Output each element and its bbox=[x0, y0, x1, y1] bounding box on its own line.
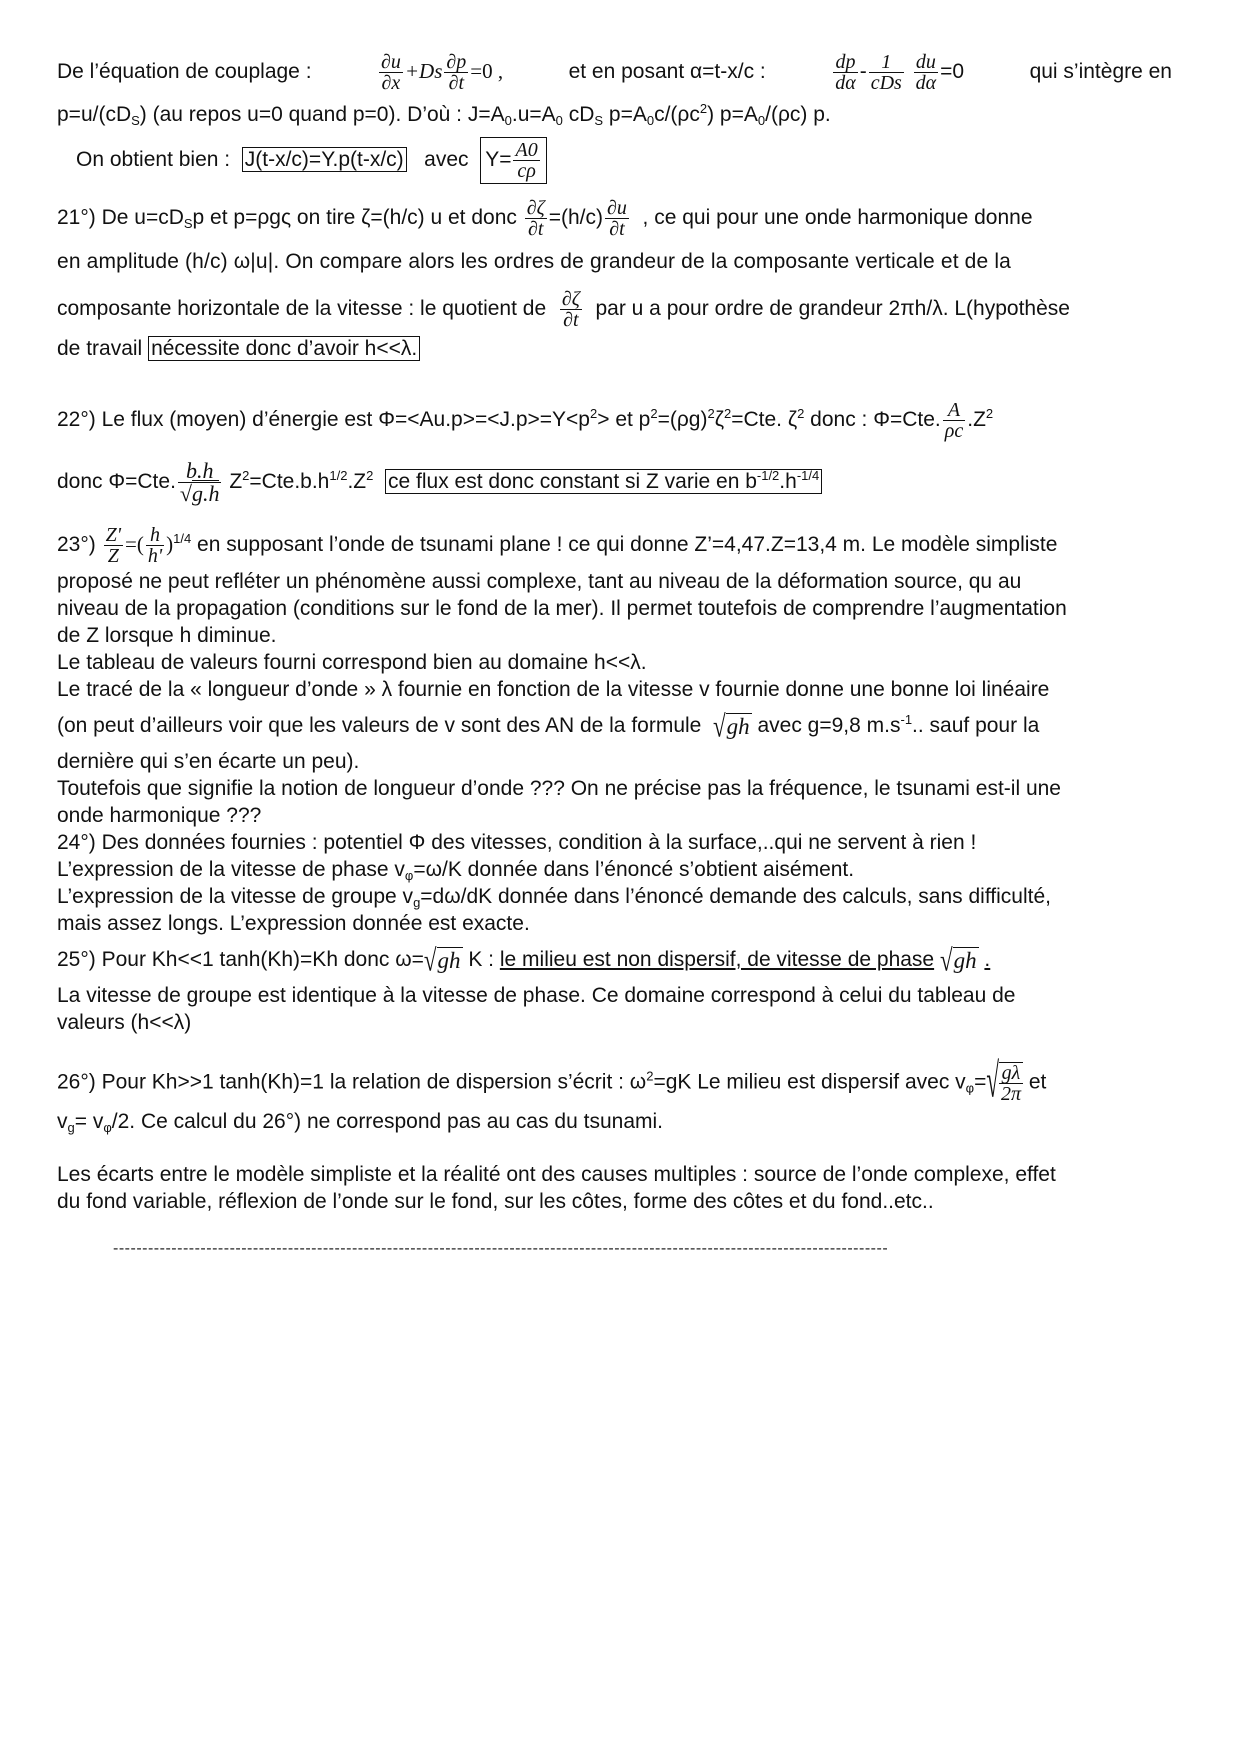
denominator: ∂x bbox=[381, 72, 401, 94]
numerator: ∂u bbox=[606, 197, 627, 219]
denominator: h' bbox=[147, 545, 163, 567]
fraction-du-dt bbox=[605, 198, 629, 239]
text: avec g=9,8 m.s bbox=[751, 714, 901, 737]
q22-line-1 bbox=[57, 400, 1172, 441]
text: Y= bbox=[485, 148, 512, 172]
denominator: ∂t bbox=[448, 72, 465, 94]
numerator: A0 bbox=[515, 139, 538, 161]
text: Le tracé de la « longueur d’onde » λ fournie en fonction de la vitesse v fournie donne une bonne loi linéaire bbox=[57, 678, 1050, 701]
text: proposé ne peut refléter un phénomène aussi complexe, tant au niveau de la déformation source, qu au bbox=[57, 570, 1022, 593]
text: dernière qui s’en écarte un peu). bbox=[57, 750, 360, 773]
text: =Cte.b.h bbox=[249, 470, 330, 494]
text: avec bbox=[424, 148, 469, 172]
q24-line-3 bbox=[57, 883, 1172, 910]
numerator: h bbox=[146, 525, 164, 546]
text: du fond variable, réflexion de l’onde sur le fond, sur les côtes, forme des côtes et du fond..etc.. bbox=[57, 1190, 934, 1213]
numerator: ∂u bbox=[380, 51, 401, 73]
text: 26°) Pour Kh>>1 tanh(Kh)=1 la relation de dispersion s’écrit : ω bbox=[57, 1070, 647, 1094]
superscript: -1/4 bbox=[796, 468, 820, 484]
sqrt-gh bbox=[423, 943, 463, 978]
text: v bbox=[57, 1110, 68, 1133]
q21-line-1 bbox=[57, 198, 1172, 239]
numerator: ∂ζ bbox=[561, 288, 580, 310]
fraction-du-da bbox=[914, 52, 939, 93]
text: > et p bbox=[597, 408, 651, 432]
radicand: gh bbox=[726, 713, 750, 739]
superscript: 1/4 bbox=[173, 531, 192, 547]
boxed-admittance bbox=[480, 137, 547, 184]
q23-line-6 bbox=[57, 676, 1172, 703]
subscript: 0 bbox=[504, 113, 512, 128]
text: , ce qui pour une onde harmonique donne bbox=[642, 206, 1033, 230]
q21-line-2 bbox=[57, 248, 1172, 275]
denominator: ρc bbox=[944, 420, 964, 442]
superscript: 2 bbox=[650, 406, 658, 422]
denominator: 2π bbox=[1001, 1083, 1022, 1105]
underlined-conclusion: le milieu est non dispersif, de vitesse de phase bbox=[499, 948, 935, 971]
q23-line-7 bbox=[57, 709, 1172, 744]
sqrt-glambda-2pi bbox=[986, 1054, 1023, 1108]
fraction-dp-dt bbox=[444, 52, 468, 93]
radical-sign: √ bbox=[939, 943, 953, 978]
text: ) p=A bbox=[707, 103, 758, 126]
superscript: -1/2 bbox=[756, 468, 780, 484]
superscript: -1 bbox=[900, 712, 913, 727]
text: ) bbox=[166, 532, 174, 557]
q21-line-3 bbox=[57, 289, 1172, 330]
fraction-1-cds bbox=[869, 52, 904, 93]
text: =dω/dK donnée dans l’énoncé demande des calculs, sans difficulté, bbox=[420, 885, 1051, 908]
text: p=A bbox=[603, 103, 647, 126]
boxed-flux-conclusion bbox=[385, 469, 822, 494]
subscript: 0 bbox=[646, 113, 655, 128]
text: Le tableau de valeurs fourni correspond bien au domaine h<<λ. bbox=[57, 651, 647, 674]
superscript: 2 bbox=[723, 406, 732, 422]
radicand: gh bbox=[953, 947, 977, 973]
subscript: 0 bbox=[757, 113, 766, 128]
fraction-du-dx bbox=[379, 52, 403, 93]
text: 25°) Pour Kh<<1 tanh(Kh)=Kh donc ω= bbox=[57, 948, 424, 971]
subscript: S bbox=[594, 113, 604, 128]
text: =gK Le milieu est dispersif avec v bbox=[653, 1070, 966, 1094]
q23-line-8 bbox=[57, 748, 1172, 775]
conclusion-line-1 bbox=[57, 1161, 1172, 1188]
text: et bbox=[1028, 1070, 1047, 1094]
text: =( bbox=[125, 532, 144, 557]
subscript: S bbox=[131, 113, 140, 128]
numerator: ∂ζ bbox=[526, 197, 545, 219]
fraction-bh-sqrt-gh bbox=[178, 460, 222, 505]
text: L’expression de la vitesse de groupe v bbox=[57, 885, 414, 908]
q23-line-9 bbox=[57, 775, 1172, 802]
numerator: gλ bbox=[999, 1063, 1023, 1084]
text: = v bbox=[74, 1110, 104, 1133]
superscript: 2 bbox=[242, 468, 250, 484]
text: onde harmonique ??? bbox=[57, 804, 262, 827]
text: p=u/(cD bbox=[57, 103, 132, 126]
text: .u=A bbox=[511, 103, 556, 126]
text: (on peut d’ailleurs voir que les valeurs de v sont des AN de la formule bbox=[57, 714, 702, 737]
subscript: g bbox=[413, 895, 421, 910]
text: On obtient bien : bbox=[76, 148, 231, 172]
fraction-a0-crho bbox=[513, 140, 539, 181]
text: par u a pour ordre de grandeur 2πh/λ. L(hypothèse bbox=[595, 297, 1070, 321]
text: =(h/c) bbox=[548, 206, 603, 230]
fraction-a-rhoc bbox=[943, 400, 965, 441]
text: qui s’intègre en bbox=[1029, 60, 1172, 84]
numerator: du bbox=[914, 52, 939, 73]
text: K : bbox=[462, 948, 495, 971]
text: .Z bbox=[347, 470, 367, 494]
text: 22°) Le flux (moyen) d’énergie est Φ=<Au.p>=<J.p>=Y<p bbox=[57, 408, 590, 432]
superscript: 1/2 bbox=[329, 468, 348, 484]
text: Les écarts entre le modèle simpliste et la réalité ont des causes multiples : source de l’onde complexe, effet bbox=[57, 1163, 1056, 1186]
text: donc : Φ=Cte. bbox=[804, 408, 941, 432]
coupling-line-2 bbox=[57, 101, 1172, 128]
text: 24°) Des données fournies : potentiel Φ des vitesses, condition à la surface,..qui ne servent à rien ! bbox=[57, 831, 977, 854]
text: .Z bbox=[967, 408, 986, 432]
q23-line-10 bbox=[57, 802, 1172, 829]
denominator: dα bbox=[835, 72, 856, 94]
text: .. sauf pour la bbox=[912, 714, 1040, 737]
q26-line-1 bbox=[57, 1054, 1172, 1108]
radical-sign: √ bbox=[423, 943, 437, 978]
denominator: Z bbox=[107, 545, 119, 567]
fraction-h-hprime bbox=[146, 525, 164, 566]
text: de travail bbox=[57, 337, 143, 360]
conclusion-line-2 bbox=[57, 1188, 1172, 1215]
denominator: cρ bbox=[517, 160, 536, 182]
sqrt-gh bbox=[713, 709, 752, 744]
text: composante horizontale de la vitesse : le quotient de bbox=[57, 297, 547, 321]
term: =0 , bbox=[470, 59, 504, 84]
subscript: 0 bbox=[555, 113, 563, 128]
text: L’expression de la vitesse de phase v bbox=[57, 858, 405, 881]
boxed-conclusion: nécessite donc d’avoir h<<λ. bbox=[148, 336, 420, 361]
text: De l’équation de couplage : bbox=[57, 60, 312, 84]
numerator: ∂p bbox=[446, 51, 467, 73]
fraction-glambda-2pi bbox=[999, 1062, 1023, 1104]
term: =0 bbox=[940, 60, 965, 84]
superscript: 2 bbox=[366, 468, 374, 484]
numerator: A bbox=[943, 400, 965, 421]
q26-line-2 bbox=[57, 1108, 1172, 1135]
q23-line-5 bbox=[57, 649, 1172, 676]
text: ζ bbox=[714, 408, 724, 432]
radical-sign: √ bbox=[986, 1054, 999, 1108]
underlined-dot: . bbox=[984, 948, 991, 971]
q22-line-2 bbox=[57, 460, 1172, 505]
text: Toutefois que signifie la notion de longueur d’onde ??? On ne précise pas la fréquence, le tsunami est-il une bbox=[57, 777, 1061, 800]
denominator: dα bbox=[915, 72, 937, 94]
q25-line-2 bbox=[57, 982, 1172, 1009]
text: /2. Ce calcul du 26°) ne correspond pas au cas du tsunami. bbox=[111, 1110, 663, 1133]
result-line bbox=[76, 137, 1191, 184]
text: en supposant l’onde de tsunami plane ! ce qui donne Z’=4,47.Z=13,4 m. Le modèle simpliste bbox=[191, 533, 1058, 557]
text: Z bbox=[223, 470, 243, 494]
numerator: 1 bbox=[869, 52, 904, 73]
denominator: ∂t bbox=[609, 218, 625, 240]
superscript: 2 bbox=[699, 101, 708, 116]
superscript: 2 bbox=[590, 406, 598, 422]
superscript: 2 bbox=[646, 1068, 654, 1084]
boxed-result: J(t-x/c)=Y.p(t-x/c) bbox=[242, 147, 407, 172]
text: ce flux est donc constant si Z varie en b bbox=[388, 470, 757, 494]
subscript: g bbox=[67, 1120, 75, 1135]
superscript: 2 bbox=[985, 406, 994, 422]
coupling-equation bbox=[377, 52, 503, 93]
numerator: Z' bbox=[105, 524, 121, 546]
q23-line-2 bbox=[57, 568, 1172, 595]
text: .h bbox=[779, 470, 797, 494]
q25-line-1 bbox=[57, 943, 1172, 978]
text: cD bbox=[562, 103, 595, 126]
integration-equation bbox=[831, 52, 964, 93]
q23-line-4 bbox=[57, 622, 1172, 649]
subscript: φ bbox=[965, 1080, 975, 1096]
text: /(ρc) p. bbox=[765, 103, 831, 126]
text: et en posant α=t-x/c : bbox=[568, 60, 766, 84]
q24-line-4 bbox=[57, 910, 1172, 937]
subscript: S bbox=[183, 216, 193, 232]
text: donc Φ=Cte. bbox=[57, 470, 176, 494]
term: - bbox=[859, 60, 867, 84]
radicand: gh bbox=[437, 947, 461, 973]
subscript: φ bbox=[103, 1120, 112, 1135]
denominator: ∂t bbox=[563, 309, 579, 331]
fraction-dzeta-dt bbox=[525, 198, 547, 239]
text: de Z lorsque h diminue. bbox=[57, 624, 277, 647]
text: 23°) bbox=[57, 533, 96, 557]
text: =(ρg) bbox=[657, 408, 708, 432]
radical-sign: √ bbox=[179, 481, 192, 506]
text: 21°) De u=cD bbox=[57, 206, 184, 230]
text: valeurs (h<<λ) bbox=[57, 1011, 192, 1034]
q25-line-3 bbox=[57, 1009, 1172, 1036]
denominator: ∂t bbox=[528, 218, 544, 240]
separator-line: ------------------------------------------------------------------------------------------------------------------------------------- bbox=[113, 1240, 889, 1257]
subscript: φ bbox=[404, 868, 414, 883]
text: ) (au repos u=0 quand p=0). D’où : J=A bbox=[139, 103, 505, 126]
denominator: cDs bbox=[870, 72, 902, 94]
text: mais assez longs. L’expression donnée est exacte. bbox=[57, 912, 530, 935]
text: p et p=ρgς on tire ζ=(h/c) u et donc bbox=[192, 206, 517, 230]
superscript: 2 bbox=[707, 406, 715, 422]
superscript: 2 bbox=[797, 406, 805, 422]
coupling-line-1 bbox=[57, 52, 1172, 93]
fraction-dzeta-dt bbox=[560, 289, 582, 330]
q23-line-3 bbox=[57, 595, 1172, 622]
radical-sign: √ bbox=[713, 709, 726, 744]
denominator-sqrt bbox=[178, 483, 222, 505]
text: niveau de la propagation (conditions sur le fond de la mer). Il permet toutefois de comprendre l’augmentation bbox=[57, 597, 1067, 620]
sqrt-gh bbox=[939, 943, 979, 978]
q21-line-4 bbox=[57, 335, 1172, 362]
numerator: dp bbox=[833, 52, 858, 73]
q24-line-1 bbox=[57, 829, 1172, 856]
radicand: g.h bbox=[191, 481, 220, 506]
q23-line-1 bbox=[57, 525, 1172, 566]
text: =Cte. ζ bbox=[731, 408, 798, 432]
numerator: b.h bbox=[178, 460, 222, 483]
text: = bbox=[974, 1070, 987, 1094]
text: c/(ρc bbox=[654, 103, 700, 126]
q24-line-2 bbox=[57, 856, 1172, 883]
fraction-zprime-z bbox=[104, 525, 123, 566]
term: +Ds bbox=[404, 59, 443, 84]
fraction-dp-da bbox=[833, 52, 858, 93]
text: =ω/K donnée dans l’énoncé s’obtient aisément. bbox=[413, 858, 855, 881]
text: en amplitude (h/c) ω|u|. On compare alors les ordres de grandeur de la composante verticale et de la bbox=[57, 250, 1011, 273]
text: La vitesse de groupe est identique à la vitesse de phase. Ce domaine correspond à celui du tableau de bbox=[57, 984, 1016, 1007]
